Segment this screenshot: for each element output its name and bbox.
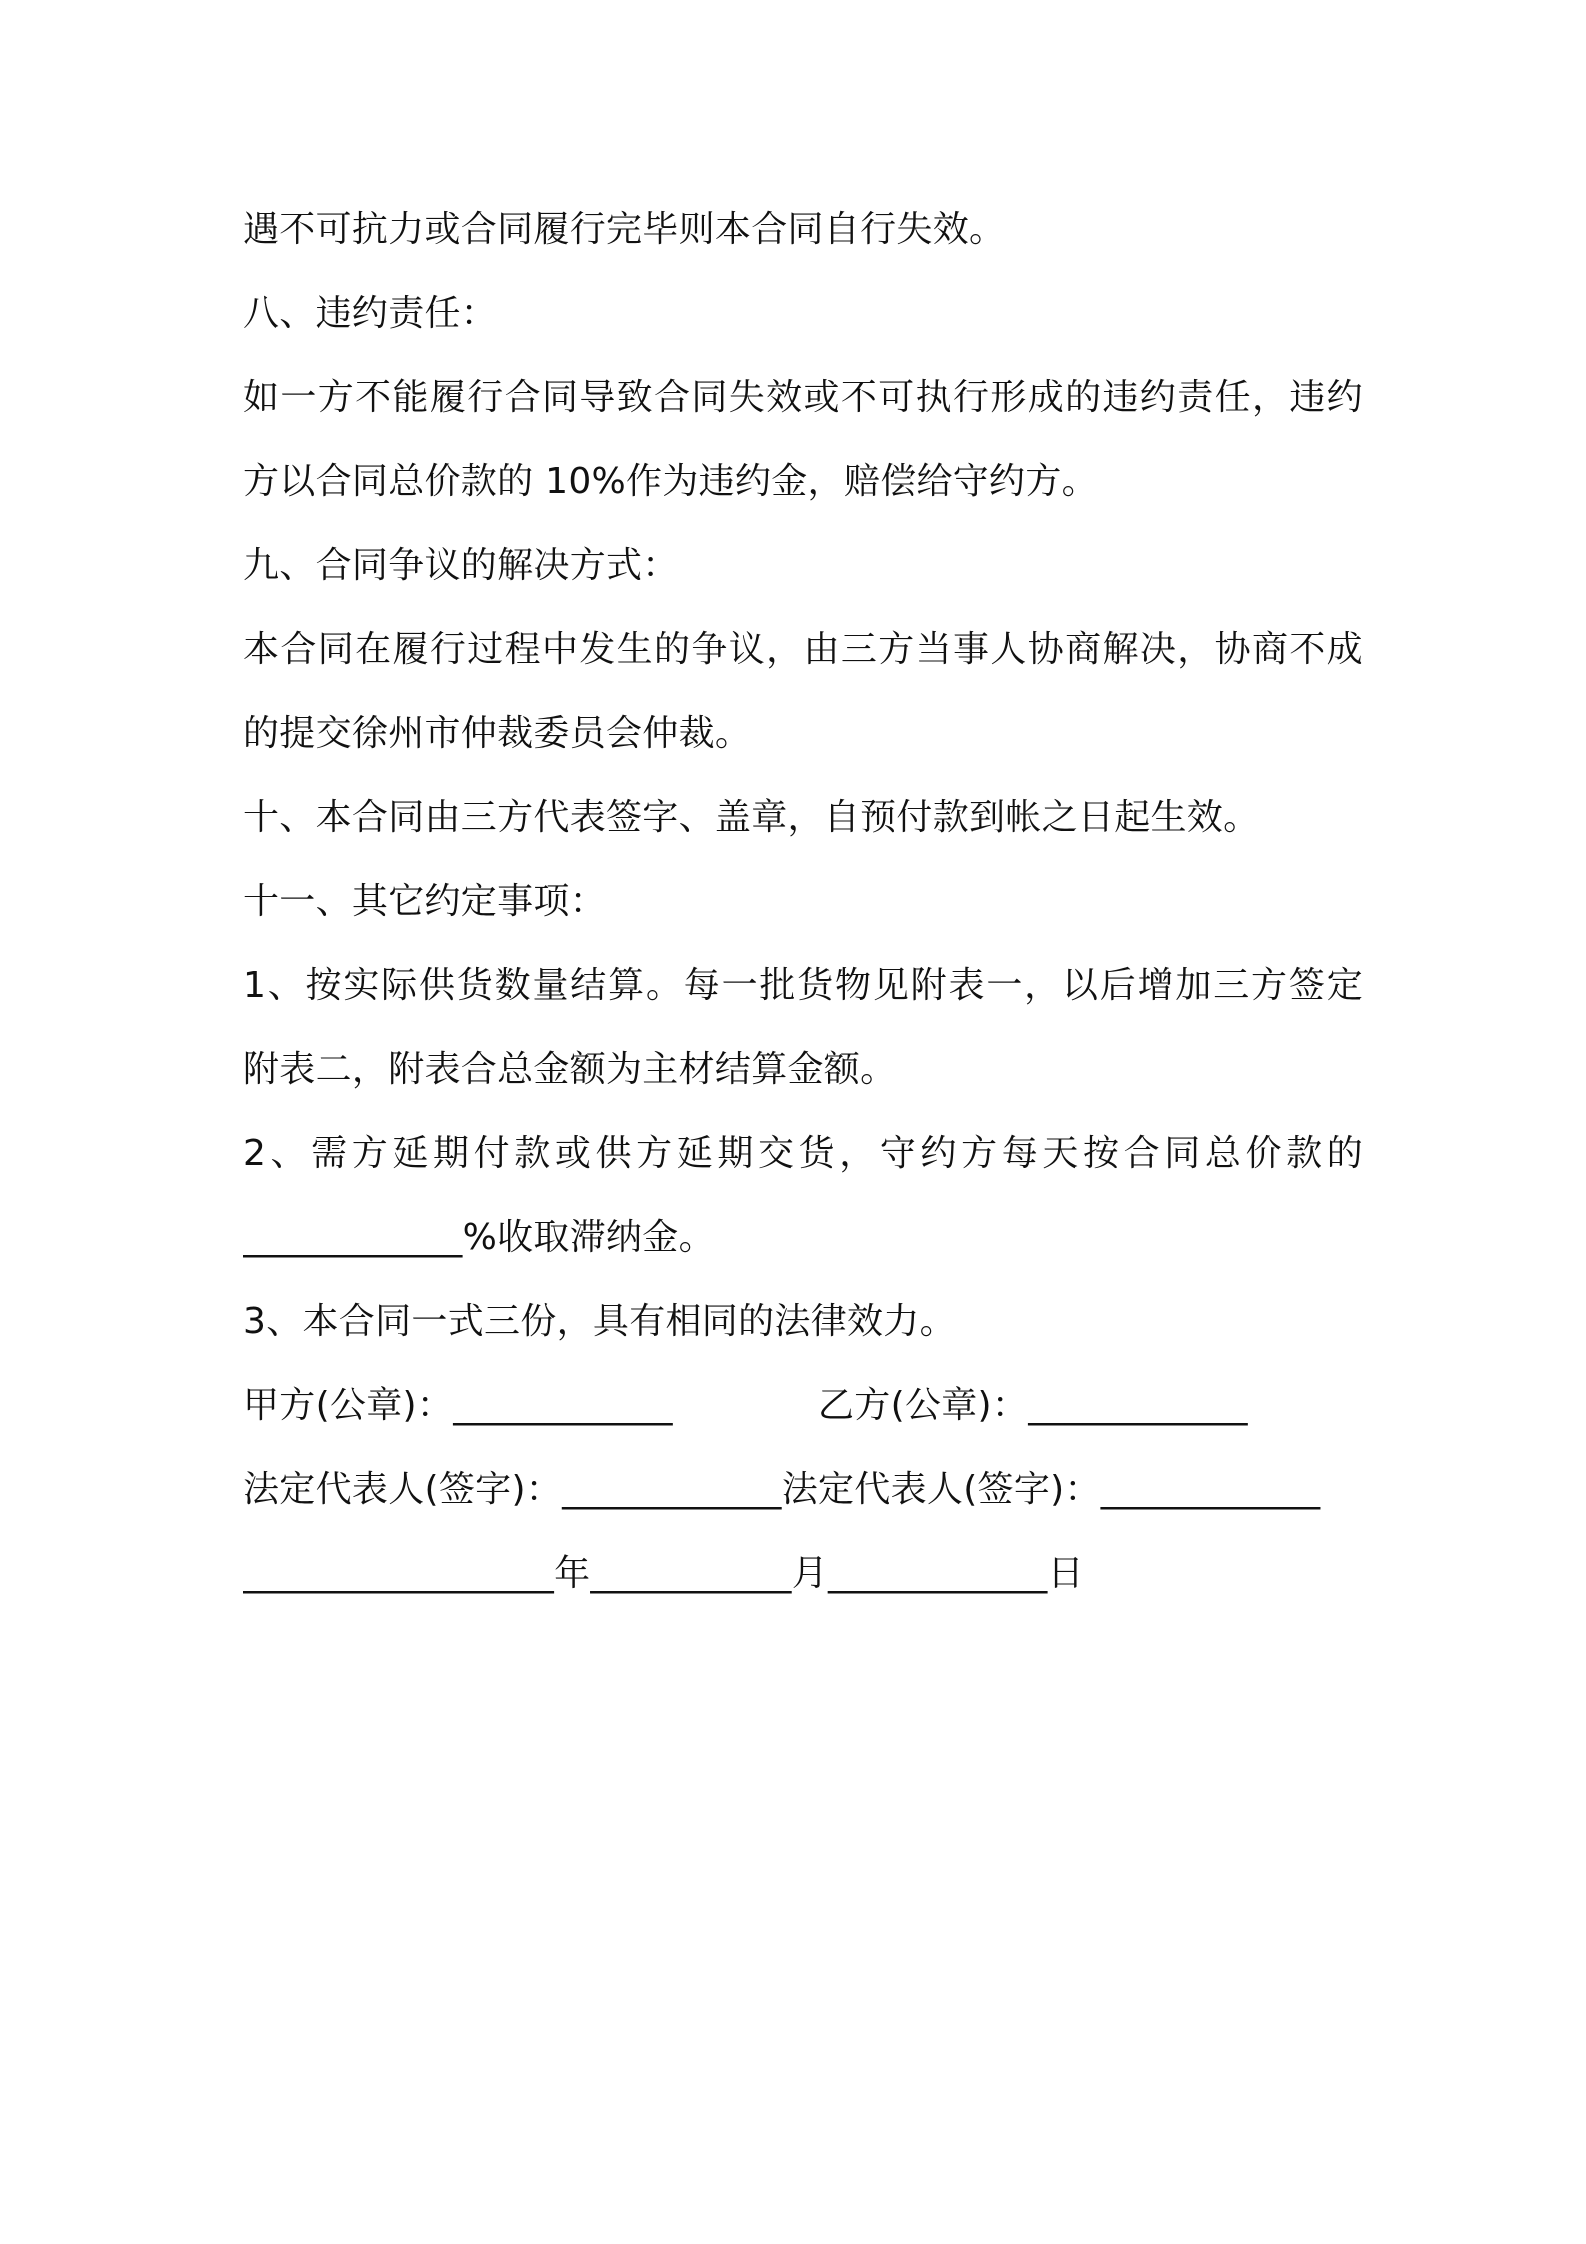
- clause-7-text-end: 遇不可抗力或合同履行完毕则本合同自行失效。: [243, 209, 1006, 250]
- clause-10-text: 十、本合同由三方代表签字、盖章，自预付款到帐之日起生效。: [243, 797, 1260, 838]
- seal-signature-row: [243, 1374, 1363, 1458]
- clause-11-item-2-line-1: 2、需方延期付款或供方延期交货，守约方每天按合同总价款的: [243, 1133, 1363, 1174]
- clause-9-heading: 九、合同争议的解决方式：: [243, 545, 679, 586]
- clause-8-text-line-1: 如一方不能履行合同导致合同失效或不可执行形成的违约责任，违约: [243, 377, 1363, 418]
- clause-9-text-line-1: 本合同在履行过程中发生的争议，由三方当事人协商解决，协商不成: [243, 629, 1363, 670]
- clause-9-text-line-2: 的提交徐州市仲裁委员会仲裁。: [243, 713, 752, 754]
- clause-11-heading: 十一、其它约定事项：: [243, 881, 607, 922]
- legal-representative-signature-row: 法定代表人(签字)：____________法定代表人(签字)：____________: [243, 1469, 1321, 1510]
- signing-date-row: _________________年___________月____________日: [243, 1553, 1084, 1594]
- clause-8-heading: 八、违约责任：: [243, 293, 498, 334]
- clause-11-item-1-line-2: 附表二，附表合总金额为主材结算金额。: [243, 1049, 897, 1090]
- clause-11-item-1-line-1: 1、按实际供货数量结算。每一批货物见附表一，以后增加三方签定: [243, 965, 1363, 1006]
- party-b-seal-field: 乙方(公章)：____________: [818, 1385, 1248, 1426]
- clause-8-text-line-2: 方以合同总价款的 10%作为违约金，赔偿给守约方。: [243, 461, 1098, 502]
- clause-11-item-3: 3、本合同一式三份，具有相同的法律效力。: [243, 1301, 956, 1342]
- party-a-seal-field: 甲方(公章)：____________: [243, 1385, 673, 1426]
- document-body: [243, 198, 1363, 1626]
- clause-11-item-2-line-2: ____________%收取滞纳金。: [243, 1217, 715, 1258]
